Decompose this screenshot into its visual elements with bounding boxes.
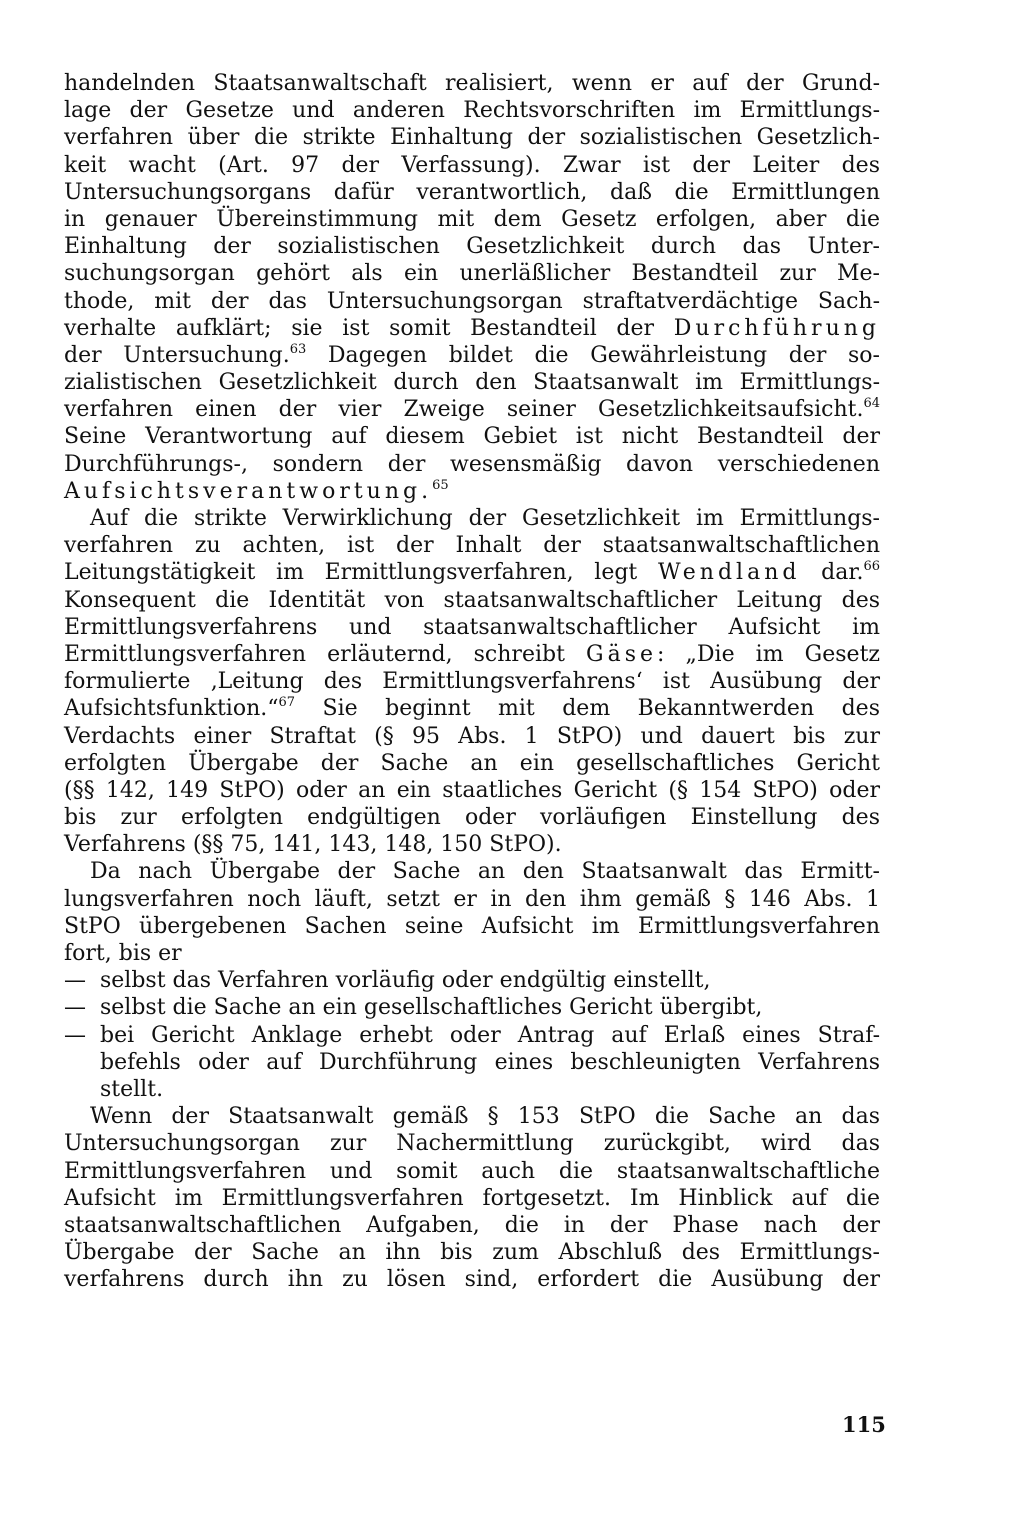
footnote-ref: 67 [278,695,296,711]
text-line [64,1049,880,1076]
list-item-text: selbst die Sache an ein gesellschaftliches Gericht übergibt, [100,995,763,1021]
line-text: Sie beginnt mit dem Bekanntwerden des [295,696,880,722]
text-line [64,559,880,586]
line-text: Verfahrens (§§ 75, 141, 143, 148, 150 StPO). [64,832,562,858]
dash-bullet: — [64,968,86,994]
text-line [64,423,880,450]
line-text: der Untersuchung. [64,342,290,368]
line-text: Konsequent die Identität von staatsanwaltschaftlicher Leitung des [64,587,880,613]
text-line [64,505,880,532]
line-text: Verdachts einer Straftat (§ 95 Abs. 1 StPO) und dauert bis zur [64,723,880,749]
line-text: zialistischen Gesetzlichkeit durch den Staatsanwalt im Ermittlungs- [64,370,880,396]
line-text: lungsverfahren noch läuft, setzt er in den ihm gemäß § 146 Abs. 1 [64,886,880,912]
text-line [64,1212,880,1239]
text-line [64,940,880,967]
line-text: stellt. [100,1076,164,1102]
line-text: Dagegen bildet die Gewährleistung der so- [306,342,880,368]
line-text: Ermittlungsverfahren erläuternd, schreibt [64,641,587,667]
text-line [64,1158,880,1185]
line-text: Ermittlungsverfahrens und staatsanwaltschaftlicher Aufsicht im [64,614,880,640]
line-text: Aufsicht im Ermittlungsverfahren fortgesetzt. Im Hinblick auf die [64,1185,880,1211]
line-text: verfahrens durch ihn zu lösen sind, erfordert die Ausübung der [64,1267,880,1293]
text-line [64,369,880,396]
text-line [64,695,880,722]
text-line [64,70,880,97]
footnote-ref: 66 [863,559,880,575]
line-text: verfahren über die strikte Einhaltung der sozialistischen Gesetzlich- [64,125,880,151]
line-text: bis zur erfolgten endgültigen oder vorläufigen Einstellung des [64,805,880,831]
text-line [64,1130,880,1157]
line-text: Übergabe der Sache an ihn bis zum Abschluß des Ermittlungs- [64,1240,880,1266]
line-text: keit wacht (Art. 97 der Verfassung). Zwar ist der Leiter des [64,152,880,178]
line-text: Untersuchungsorgan zur Nachermittlung zurückgibt, wird das [64,1131,880,1157]
text-line [64,260,880,287]
text-line [64,1103,880,1130]
text-line [64,668,880,695]
spaced-term: Wendland [657,560,801,586]
text-line [64,532,880,559]
spaced-term: Durchführung [673,315,880,341]
text-line [64,641,880,668]
text-line [64,1185,880,1212]
text-line [64,451,880,478]
line-text: Einhaltung der sozialistischen Gesetzlichkeit durch das Unter- [64,234,880,260]
footnote-ref: 63 [289,341,307,357]
document-page [64,70,880,1293]
text-line [64,233,880,260]
line-text: Da nach Übergabe der Sache an den Staatsanwalt das Ermitt- [90,859,880,885]
text-line [64,913,880,940]
text-line [64,858,880,885]
text-line [64,342,880,369]
text-line [64,396,880,423]
text-line [64,478,880,505]
line-text: Aufsichtsfunktion.“ [64,696,279,722]
spaced-term: Gäse [586,641,658,667]
text-line [64,723,880,750]
text-line [64,777,880,804]
spaced-term: Aufsichtsverantwortung. [64,478,433,504]
line-text: erfolgten Übergabe der Sache an ein gesellschaftliches Gericht [64,750,880,776]
list-item [64,1022,880,1049]
text-line [64,206,880,233]
text-line [64,97,880,124]
line-text: Ermittlungsverfahren und somit auch die staatsanwaltschaftliche [64,1158,880,1184]
text-line [64,614,880,641]
text-line [64,315,880,342]
line-text: Untersuchungsorgans dafür verantwortlich, daß die Ermittlungen [64,179,880,205]
list-item [64,994,880,1021]
text-line [64,804,880,831]
text-line [64,288,880,315]
text-line [64,124,880,151]
line-text: Leitungstätigkeit im Ermittlungsverfahren, legt [64,560,658,586]
line-text: : „Die im Gesetz [657,641,880,667]
line-text: staatsanwaltschaftlichen Aufgaben, die in der Phase nach der [64,1212,880,1238]
line-text: Durchführungs-, sondern der wesensmäßig davon verschiedenen [64,451,880,477]
text-line [64,886,880,913]
text-line [64,1239,880,1266]
list-item [64,967,880,994]
line-text: verfahren einen der vier Zweige seiner Gesetzlichkeitsaufsicht. [64,397,864,423]
line-text: Wenn der Staatsanwalt gemäß § 153 StPO die Sache an das [90,1104,880,1130]
line-text: Seine Verantwortung auf diesem Gebiet ist nicht Bestandteil der [64,424,880,450]
line-text: handelnden Staatsanwaltschaft realisiert, wenn er auf der Grund- [64,71,880,96]
line-text: lage der Gesetze und anderen Rechtsvorschriften im Ermittlungs- [64,98,880,124]
text-line [64,1266,880,1293]
text-line [64,179,880,206]
line-text: Auf die strikte Verwirklichung der Gesetzlichkeit im Ermittlungs- [90,506,880,531]
line-text: verfahren zu achten, ist der Inhalt der staatsanwaltschaftlichen [64,533,880,559]
footnote-ref: 65 [432,477,449,493]
line-text: fort, bis er [64,941,182,966]
line-text: formulierte ‚Leitung des Ermittlungsverfahrens‘ ist Ausübung der [64,669,880,695]
text-line [64,831,880,858]
line-text: dar. [800,560,864,586]
text-line [64,152,880,179]
line-text: suchungsorgan gehört als ein unerläßlicher Bestandteil zur Me- [64,261,880,287]
dash-bullet: — [64,995,86,1021]
line-text: thode, mit der das Untersuchungsorgan straftatverdächtige Sach- [64,288,880,314]
text-line [64,1076,880,1103]
text-line [64,750,880,777]
footnote-ref: 64 [863,396,880,412]
line-text: in genauer Übereinstimmung mit dem Gesetz erfolgen, aber die [64,206,880,232]
dash-bullet: — [64,1022,86,1048]
line-text: (§§ 142, 149 StPO) oder an ein staatliches Gericht (§ 154 StPO) oder [64,777,880,803]
line-text: verhalte aufklärt; sie ist somit Bestandteil der [64,315,674,341]
line-text: StPO übergebenen Sachen seine Aufsicht im Ermittlungsverfahren [64,913,880,939]
text-line [64,587,880,614]
page-number: 115 [842,1412,886,1437]
list-item-text: bei Gericht Anklage erhebt oder Antrag auf Erlaß eines Straf- [100,1022,880,1048]
list-item-text: selbst das Verfahren vorläufig oder endgültig einstellt, [100,968,711,994]
line-text: befehls oder auf Durchführung eines beschleunigten Verfahrens [100,1049,880,1075]
